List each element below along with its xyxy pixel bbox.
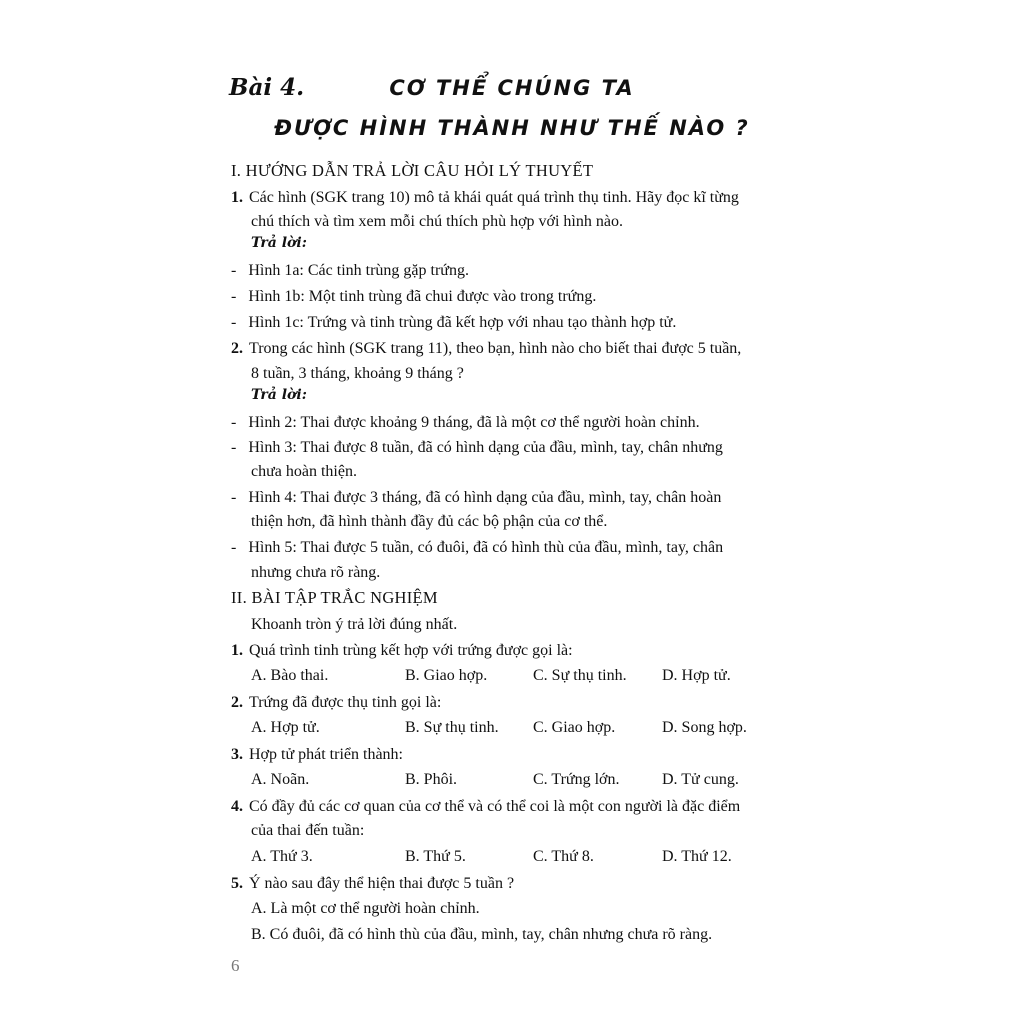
- section2-instruction: Khoanh tròn ý trả lời đúng nhất.: [251, 616, 458, 633]
- a1-item-3: - Hình 1c: Trứng và tinh trùng đã kết hợp với nhau tạo thành hợp tử.: [231, 314, 677, 331]
- a2-item-2-cont: chưa hoàn thiện.: [251, 463, 357, 480]
- section2-heading: II. BÀI TẬP TRẮC NGHIỆM: [231, 588, 438, 607]
- mc2-number: 2.: [231, 694, 243, 711]
- q1-line1: Các hình (SGK trang 10) mô tả khái quát quá trình thụ tinh. Hãy đọc kĩ từng: [249, 189, 739, 206]
- mc3-question: Hợp tử phát triển thành:: [249, 746, 403, 763]
- a2-item-1: - Hình 2: Thai được khoảng 9 tháng, đã là một cơ thể người hoàn chỉnh.: [231, 414, 700, 431]
- mc3-number: 3.: [231, 746, 243, 763]
- a2-item-4: - Hình 5: Thai được 5 tuần, có đuôi, đã có hình thù của đầu, mình, tay, chân: [231, 539, 724, 556]
- answer-label-2: Trả lời:: [251, 387, 307, 403]
- bullet-dash: -: [231, 314, 249, 331]
- page-number: 6: [231, 956, 240, 975]
- bullet-dash: -: [231, 439, 249, 456]
- mc3-option-a: A. Noãn.: [251, 771, 310, 788]
- mc3-option-b: B. Phôi.: [405, 771, 458, 788]
- bullet-dash: -: [231, 489, 249, 506]
- mc2-option-c: C. Giao hợp.: [533, 719, 616, 736]
- q1-line2: chú thích và tìm xem mỗi chú thích phù hợp với hình nào.: [251, 213, 623, 230]
- bullet-dash: -: [231, 414, 249, 431]
- mc4-option-b: B. Thứ 5.: [405, 848, 466, 865]
- mc1-option-d: D. Hợp tử.: [662, 667, 731, 684]
- mc1-option-a: A. Bào thai.: [251, 667, 329, 684]
- mc2-option-a: A. Hợp tử.: [251, 719, 320, 736]
- mc2-question: Trứng đã được thụ tinh gọi là:: [249, 694, 442, 711]
- a1-item-1: - Hình 1a: Các tinh trùng gặp trứng.: [231, 262, 469, 279]
- a2-item-4-cont: nhưng chưa rõ ràng.: [251, 564, 381, 581]
- a2-item-3: - Hình 4: Thai được 3 tháng, đã có hình dạng của đầu, mình, tay, chân hoàn: [231, 489, 722, 506]
- lesson-label: Bài 4.: [229, 74, 305, 101]
- mc2-option-b: B. Sự thụ tinh.: [405, 719, 499, 736]
- section1-heading: I. HƯỚNG DẪN TRẢ LỜI CÂU HỎI LÝ THUYẾT: [231, 161, 594, 180]
- q2-number: 2.: [231, 340, 243, 357]
- mc4-question-line1: Có đầy đủ các cơ quan của cơ thể và có thể coi là một con người là đặc điểm: [249, 798, 741, 815]
- bullet-dash: -: [231, 539, 249, 556]
- a1-item-2: - Hình 1b: Một tinh trùng đã chui được vào trong trứng.: [231, 288, 597, 305]
- mc5-number: 5.: [231, 875, 243, 892]
- answer-label-1: Trả lời:: [251, 235, 307, 251]
- q2-line1: Trong các hình (SGK trang 11), theo bạn, hình nào cho biết thai được 5 tuần,: [249, 340, 742, 357]
- a2-item-3-cont: thiện hơn, đã hình thành đầy đủ các bộ phận của cơ thể.: [251, 513, 608, 530]
- mc4-option-d: D. Thứ 12.: [662, 848, 732, 865]
- mc3-option-d: D. Tử cung.: [662, 771, 739, 788]
- mc4-option-a: A. Thứ 3.: [251, 848, 313, 865]
- mc1-number: 1.: [231, 642, 243, 659]
- mc4-option-c: C. Thứ 8.: [533, 848, 594, 865]
- page-title-line1: CƠ THỂ CHÚNG TA: [389, 76, 635, 100]
- page-title-line2: ĐƯỢC HÌNH THÀNH NHƯ THẾ NÀO ?: [274, 116, 750, 140]
- mc4-number: 4.: [231, 798, 243, 815]
- bullet-dash: -: [231, 288, 249, 305]
- mc4-question-line2: của thai đến tuần:: [251, 822, 365, 839]
- bullet-dash: -: [231, 262, 249, 279]
- mc1-option-b: B. Giao hợp.: [405, 667, 488, 684]
- mc3-option-c: C. Trứng lớn.: [533, 771, 620, 788]
- q2-line2: 8 tuần, 3 tháng, khoảng 9 tháng ?: [251, 365, 464, 382]
- q1-number: 1.: [231, 189, 243, 206]
- mc5-option-a: A. Là một cơ thể người hoàn chỉnh.: [251, 900, 480, 917]
- mc5-option-b: B. Có đuôi, đã có hình thù của đầu, mình, tay, chân nhưng chưa rõ ràng.: [251, 926, 713, 943]
- mc2-option-d: D. Song hợp.: [662, 719, 747, 736]
- mc5-question: Ý nào sau đây thể hiện thai được 5 tuần ?: [249, 875, 515, 892]
- mc1-option-c: C. Sự thụ tinh.: [533, 667, 627, 684]
- mc1-question: Quá trình tinh trùng kết hợp với trứng được gọi là:: [249, 642, 573, 659]
- a2-item-2: - Hình 3: Thai được 8 tuần, đã có hình dạng của đầu, mình, tay, chân nhưng: [231, 439, 723, 456]
